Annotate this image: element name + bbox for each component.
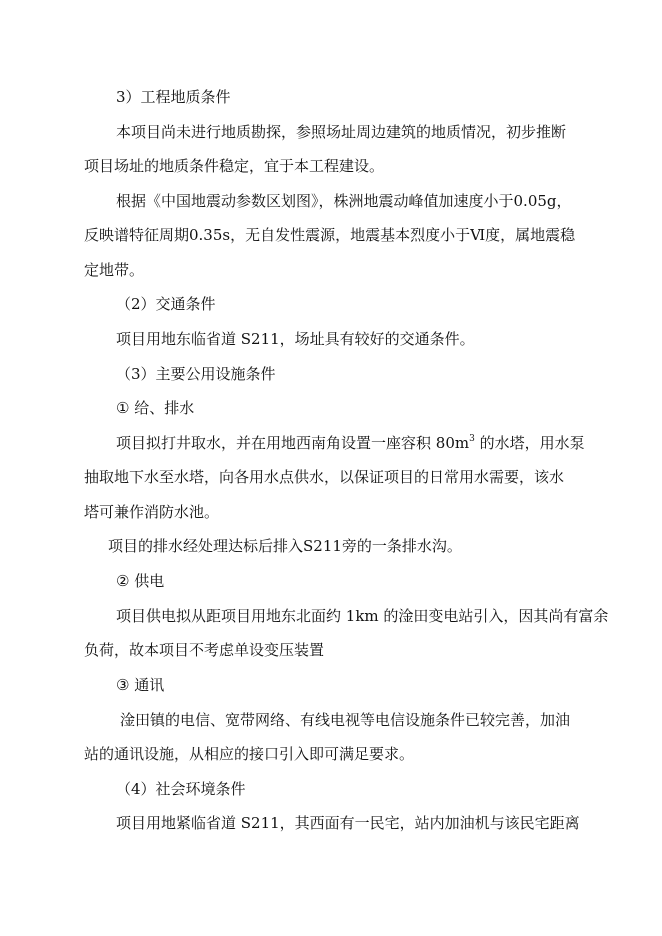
paragraph-line: 项目场址的地质条件稳定，宜于本工程建设。 [84, 157, 385, 175]
paragraph-line: 项目的排水经处理达标后排入S211旁的一条排水沟。 [108, 537, 462, 555]
circled-one-icon: ① [116, 399, 130, 417]
heading-power-text: 供电 [134, 572, 165, 590]
paragraph-text: 项目拟打井取水，并在用地西南角设置一座容积 80m [116, 434, 470, 452]
paragraph-line: 定地带。 [84, 261, 145, 279]
heading-utilities: （3）主要公用设施条件 [116, 365, 276, 383]
heading-water [116, 398, 194, 418]
heading-communication-text: 通讯 [134, 676, 165, 694]
paragraph-line: 淦田镇的电信、宽带网络、有线电视等电信设施条件已较完善，加油 [120, 711, 571, 729]
paragraph-line: 项目供电拟从距项目用地东北面约 1km 的淦田变电站引入，因其尚有富余 [116, 607, 609, 625]
heading-communication [116, 675, 164, 695]
circled-three-icon: ③ [116, 676, 130, 694]
heading-water-text: 给、排水 [134, 399, 195, 417]
heading-social: （4）社会环境条件 [116, 780, 246, 798]
heading-geology: 3）工程地质条件 [116, 88, 231, 106]
paragraph-line [116, 433, 585, 453]
paragraph-line: 项目用地东临省道 S211，场址具有较好的交通条件。 [116, 330, 475, 348]
paragraph-line: 反映谱特征周期0.35s，无自发性震源，地震基本烈度小于Ⅵ度，属地震稳 [84, 226, 576, 244]
heading-traffic: （2）交通条件 [116, 295, 216, 313]
heading-power [116, 571, 164, 591]
paragraph-line: 项目用地紧临省道 S211，其西面有一民宅，站内加油机与该民宅距离 [116, 814, 580, 832]
paragraph-line: 根据《中国地震动参数区划图》，株洲地震动峰值加速度小于0.05g， [116, 192, 572, 210]
superscript: 3 [469, 434, 475, 444]
paragraph-text: 的水塔，用水泵 [474, 434, 585, 452]
paragraph-line: 塔可兼作消防水池。 [84, 503, 220, 521]
circled-two-icon: ② [116, 572, 130, 590]
paragraph-line: 站的通讯设施，从相应的接口引入即可满足要求。 [84, 745, 415, 763]
paragraph-line: 抽取地下水至水塔，向各用水点供水，以保证项目的日常用水需要，该水 [84, 468, 565, 486]
paragraph-line: 本项目尚未进行地质勘探，参照场址周边建筑的地质情况，初步推断 [116, 123, 567, 141]
paragraph-line: 负荷，故本项目不考虑单设变压装置 [84, 641, 325, 659]
